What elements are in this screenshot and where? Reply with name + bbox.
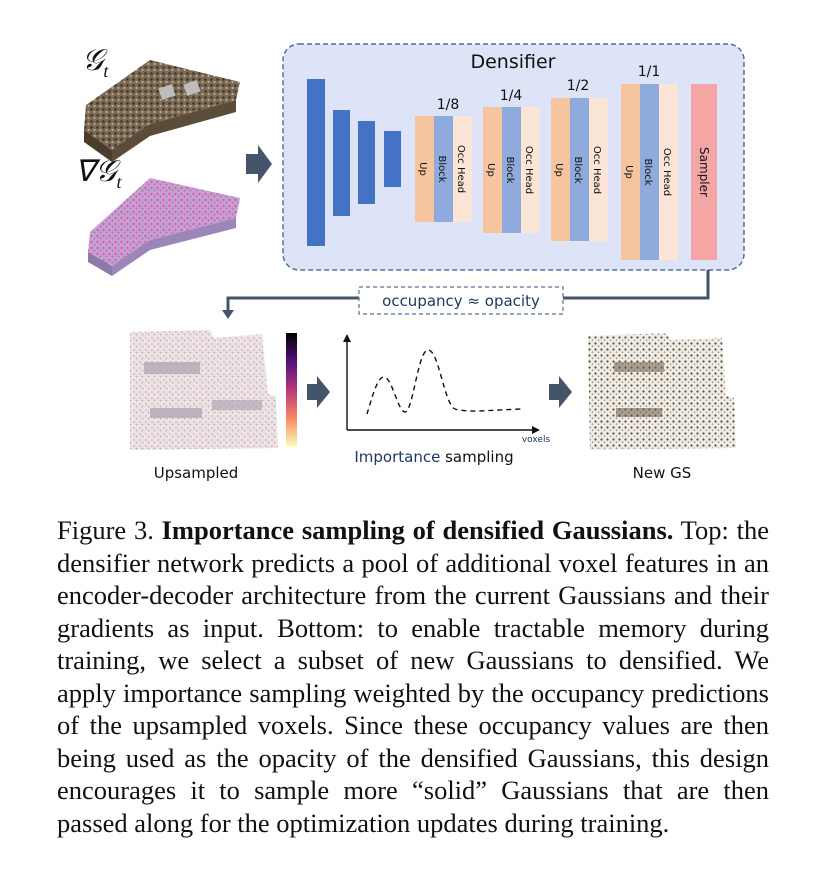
new-gs-point-cloud (588, 333, 736, 450)
up-label-1-4: Up (485, 163, 496, 177)
new-gs-label: New GS (632, 464, 692, 482)
gt-label: 𝒢$_t$ (82, 44, 109, 81)
caption-prefix: Figure 3. (57, 515, 154, 545)
encoder-layer-4 (384, 131, 401, 187)
importance-sampling-label: Importance sampling (354, 448, 514, 466)
caption-title: Importance sampling of densified Gaussians. (161, 515, 674, 545)
sampling-arrow-icon (549, 376, 572, 408)
upsampled-voxels (130, 330, 278, 450)
upsampled-arrow-icon (307, 376, 330, 408)
scale-label-1-8: 1/8 (436, 97, 460, 113)
encoder-layer-3 (358, 121, 375, 204)
encoder-layer-1 (307, 79, 325, 246)
importance-sampling-plot (343, 334, 540, 434)
occ-label-1-2: Occ Head (591, 145, 602, 195)
densifier-title: Densifier (470, 51, 556, 73)
up-label-1-2: Up (553, 163, 564, 177)
block-label-1-4: Block (504, 156, 515, 184)
upsampled-label: Upsampled (153, 464, 239, 482)
gradients-point-cloud (88, 178, 240, 276)
occ-label-1-1: Occ Head (661, 147, 672, 197)
caption-body: Top: the densifier network predicts a pool of additional voxel features in an encoder-decoder architecture from the current Gaussians and their gradients as input. Bottom: to enable tractable memory during training, we select a subset of new Gaussians to densified. We apply importance sampling weighted by the occupancy predictions of the upsampled voxels. Since these occupancy values are then being used as the opacity of the densified Gaussians, this design encourages it to sample more “solid” Gaussians that are then passed along for the optimization updates during training. (57, 515, 770, 838)
up-label-1-1: Up (623, 165, 634, 179)
scale-label-1-2: 1/2 (566, 78, 590, 94)
scale-label-1-1: 1/1 (637, 64, 661, 80)
figure-caption (57, 514, 769, 839)
block-label-1-1: Block (642, 158, 653, 186)
grad-gt-label: ∇𝒢$_t$ (75, 155, 122, 192)
input-arrow-icon (246, 145, 272, 183)
up-label-1-8: Up (417, 162, 428, 176)
voxels-axis-label: voxels (521, 435, 551, 445)
occupancy-colorbar (286, 333, 297, 447)
scale-label-1-4: 1/4 (499, 88, 523, 104)
block-label-1-8: Block (436, 155, 447, 183)
link-label: occupancy ≈ opacity (382, 292, 540, 310)
connector-arrowhead-icon (222, 310, 234, 319)
occ-label-1-8: Occ Head (455, 144, 466, 194)
sampler-label: Sampler (697, 147, 711, 197)
encoder-layer-2 (333, 110, 350, 216)
block-label-1-2: Block (572, 156, 583, 184)
occ-label-1-4: Occ Head (523, 145, 534, 195)
